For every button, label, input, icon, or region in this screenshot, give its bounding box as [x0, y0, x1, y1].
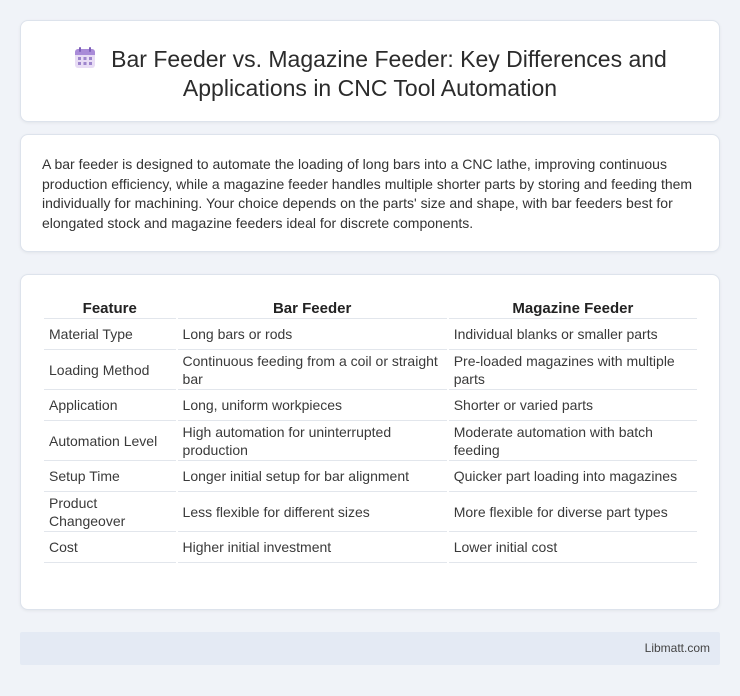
magazine-feeder-cell: Moderate automation with batch feeding — [449, 421, 697, 461]
feature-cell: Setup Time — [44, 461, 176, 492]
feature-cell: Material Type — [44, 319, 176, 350]
comparison-table — [42, 295, 699, 563]
header-feature: Feature — [44, 295, 176, 319]
table-row — [44, 492, 697, 532]
feature-cell: Automation Level — [44, 421, 176, 461]
calendar-icon — [73, 46, 97, 70]
footer-site-link[interactable]: Libmatt.com — [644, 641, 710, 655]
table-row — [44, 421, 697, 461]
intro-paragraph: A bar feeder is designed to automate the loading of long bars into a CNC lathe, improving continuous production efficiency, while a magazine feeder handles multiple shorter parts by storing and feeding them individually for machining. Your choice depends on the parts' size and shape, with bar feeders best for elongated stock and magazine feeders ideal for discrete components. — [42, 156, 693, 231]
feature-cell: Application — [44, 390, 176, 421]
footer-bar — [20, 632, 720, 665]
magazine-feeder-cell: Individual blanks or smaller parts — [449, 319, 697, 350]
header-magazine-feeder: Magazine Feeder — [449, 295, 697, 319]
magazine-feeder-cell: Quicker part loading into magazines — [449, 461, 697, 492]
bar-feeder-cell: Less flexible for different sizes — [178, 492, 447, 532]
table-row — [44, 350, 697, 390]
bar-feeder-cell: Continuous feeding from a coil or straight bar — [178, 350, 447, 390]
magazine-feeder-cell: More flexible for diverse part types — [449, 492, 697, 532]
table-header-row — [44, 295, 697, 319]
title-card — [20, 20, 720, 122]
bar-feeder-cell: High automation for uninterrupted production — [178, 421, 447, 461]
table-row — [44, 319, 697, 350]
bar-feeder-cell: Higher initial investment — [178, 532, 447, 563]
feature-cell: Loading Method — [44, 350, 176, 390]
page-title — [21, 45, 719, 103]
table-row — [44, 461, 697, 492]
comparison-table-card — [20, 274, 720, 610]
feature-cell: Product Changeover — [44, 492, 176, 532]
bar-feeder-cell: Longer initial setup for bar alignment — [178, 461, 447, 492]
table-row — [44, 532, 697, 563]
intro-card — [20, 134, 720, 252]
header-bar-feeder: Bar Feeder — [178, 295, 447, 319]
table-row — [44, 390, 697, 421]
feature-cell: Cost — [44, 532, 176, 563]
magazine-feeder-cell: Lower initial cost — [449, 532, 697, 563]
magazine-feeder-cell: Shorter or varied parts — [449, 390, 697, 421]
magazine-feeder-cell: Pre-loaded magazines with multiple parts — [449, 350, 697, 390]
bar-feeder-cell: Long, uniform workpieces — [178, 390, 447, 421]
title-text: Bar Feeder vs. Magazine Feeder: Key Differences and Applications in CNC Tool Automation — [111, 46, 667, 101]
bar-feeder-cell: Long bars or rods — [178, 319, 447, 350]
